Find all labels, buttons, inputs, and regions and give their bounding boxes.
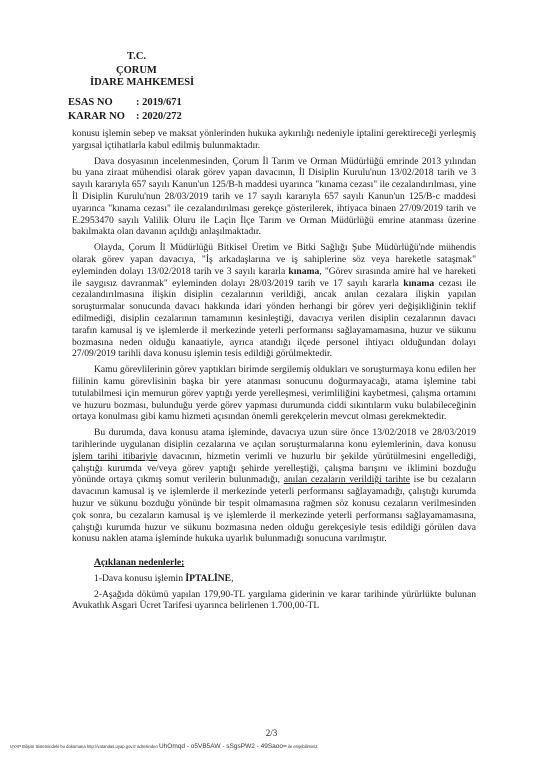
karar-no-row (68, 110, 182, 124)
paragraph-3-kinama-1: kınama (288, 265, 320, 277)
footer-prefix: UYAP Bilişim Sistemindeki bu dokümana http://vatandas.uyap.gov.tr adresinden (10, 744, 158, 749)
footer-code: UhOmqd - o5VB5AW - sSgsPW2 - 49Saoo= (158, 743, 287, 750)
paragraph-3 (72, 242, 476, 360)
header-city: ÇORUM (116, 65, 157, 76)
paragraph-5-part-e: ise bu cezaların davacının kamusal iş ve işlemlerde il merkezinde yeterli performansı sağlayamadığı, çalıştığı kurumda huzur ve sükunu bozduğu yönünde bir tespit olmamasına rağmen söz konusu cezaların verilmesinden çok sonra, bu cezaların kamusal iş ve işlemlerde il merkezinde yeterli performansı sağlayamamasına, çalıştığı kurumda huzur ve sükunu bozmasına neden olduğu gerekçesiyle tesis edildiği görülen dava konusu naklen atama işleminde hukuka uyarlık bulunmadığı sonucuna varılmıştır. (72, 474, 476, 545)
decision-item-1-suffix: , (231, 572, 234, 584)
paragraph-3-part-a: Olayda, Çorum İl Müdürlüğü Bitkisel Üretim ve Bitki Sağlığı Şube Müdürlüğü'nde mühendis olarak görev yapan davacıya, "İş arkadaşlarına ve iş sahiplerine söz veya hareketle sataşmak" eyleminden dolayı 13/02/2018 tarih ve 3 sayılı kararla (72, 242, 476, 277)
esas-no-label: ESAS NO (68, 97, 113, 108)
esas-no-row (68, 96, 182, 110)
decision-item-1-bold: İPTALİNE (185, 572, 232, 584)
paragraph-3-part-e: cezası ile cezalandırılmasına ilişkin disiplin cezalarının verildiği, ancak anılan cezalara ilişkin yapılan soruşturmalar sonucunda davacı hakkında idari yönden herhangi bir görev yeri değişikliğinin teklif edilmediği, disiplin cezalarının tamamının kesinleştiği, davacıya verilen disiplin cezalarının davacı tarafın kamusal iş ve işlemlerde il merkezinde yeterli performansı sağlayamamasına, huzur ve sükunu bozmasına neden olduğu kanaatiyle, ayrıca atandığı ilçede personel ihtiyacı olduğundan dolayı 27/09/2019 tarihli dava konusu işlemin tesis edildiği görülmektedir. (72, 277, 476, 360)
decision-item-1-prefix: 1-Dava konusu işlemin (94, 572, 186, 584)
paragraph-3-part-c: , "Görev sırasında amire hal ve hareketi ile saygısız davranmak" eyleminden dolayı 28/03/2019 tarih ve 17 sayılı kararla (72, 265, 476, 289)
paragraph-5 (72, 427, 476, 545)
karar-no-label: KARAR NO (68, 111, 125, 122)
paragraph-5-part-a: Bu durumda, dava konusu atama işleminde, davacıya uzun süre önce 13/02/2018 ve 28/03/2019 tarihlerinde uygulanan disiplin cezalarına ve açılan soruşturmalarına konu eylemlerinin, dava konusu (72, 427, 476, 450)
esas-no-value: : 2019/671 (136, 97, 182, 108)
document-body (72, 128, 476, 616)
decision-heading: Açıklanan nedenlerle; (94, 557, 185, 569)
paragraph-1: konusu işlemin sebep ve maksat yönlerinden hukuka aykırılığı nedeniyle iptalini gerektireceği yerleşmiş yargısal içtihatlarla kabul edilmiş bulunmaktadır. (72, 128, 476, 151)
page-number: 2/3 (265, 728, 278, 738)
header-tc: T.C. (127, 51, 147, 62)
paragraph-5-underline-1: işlem tarihi itibariyle (72, 450, 158, 462)
karar-no-value: : 2020/272 (136, 111, 182, 122)
decision-item-2: 2-Aşağıda dökümü yapılan 179,90-TL yargılama giderinin ve karar tarihinde yürürlükte bulunan Avukatlık Asgari Ücret Tarifesi uyarınca belirlenen 1.700,00-TL (72, 588, 476, 612)
paragraph-4: Kamu görevlilerinin görev yaptıkları birimde sergilemiş oldukları ve soruşturmaya konu edilen her fiilinin kamu görevlisinin başka bir yere atanması sonucunu doğurmayacağı, atama işlemine tabi tutulabilmesi için memurun görev yaptığı yerde yerelleşmesi, verimliliğini kaybetmesi, çalışma ortamını ve huzuru bozması, bulunduğu yerde görev yapması durumunda ciddi sıkıntıların vuku bulabileceğinin ortaya konulması gibi kamu hizmeti açısından önemli gerekçelerin mevcut olması gerekmektedir. (72, 364, 476, 423)
paragraph-3-kinama-2: kınama (403, 277, 435, 289)
uyap-footer (10, 744, 533, 750)
paragraph-5-underline-2: anılan cezaların verildiği tarihte (283, 474, 410, 486)
paragraph-5-part-c: davacının, hizmetin verimli ve huzurlu bir şekilde yürütülmesini engellediği, çalıştığı kurumda ve/veya görev yaptığı şehirde yerelleştiği, çalışma barışını ve iklimini bozduğu yönünde ortaya çıkmış somut verilerin bulunmadığı, (72, 450, 476, 486)
footer-suffix: ile erişebilirsiniz. (287, 744, 319, 749)
header-court: İDARE MAHKEMESİ (90, 77, 195, 88)
paragraph-2: Dava dosyasının incelenmesinden, Çorum İl Tarım ve Orman Müdürlüğü emrinde 2013 yılından bu yana ziraat mühendisi olarak görev yapan davacının, İl Disiplin Kurulu'nun 13/02/2018 tarih ve 3 sayılı kararıyla 657 sayılı Kanun'un 125/B-h maddesi uyarınca "kınama cezası" ile cezalandırılması, yine İl Disiplin Kurulu'nun 28/03/2019 tarih ve 17 sayılı kararıyla 657 sayılı Kanun'un 125/B-c maddesi uyarınca "kınama cezası" ile cezalandırılması gerekçe gösterilerek, ihtiyaca binaen 27/09/2019 tarih ve E.2953470 sayılı Valilik Oluru ile Laçin İlçe Tarım ve Orman Müdürlüğü emrine atanması üzerine bakılmakta olan davanın açıldığı anlaşılmaktadır. (72, 155, 476, 238)
decision-item-1 (72, 573, 476, 585)
